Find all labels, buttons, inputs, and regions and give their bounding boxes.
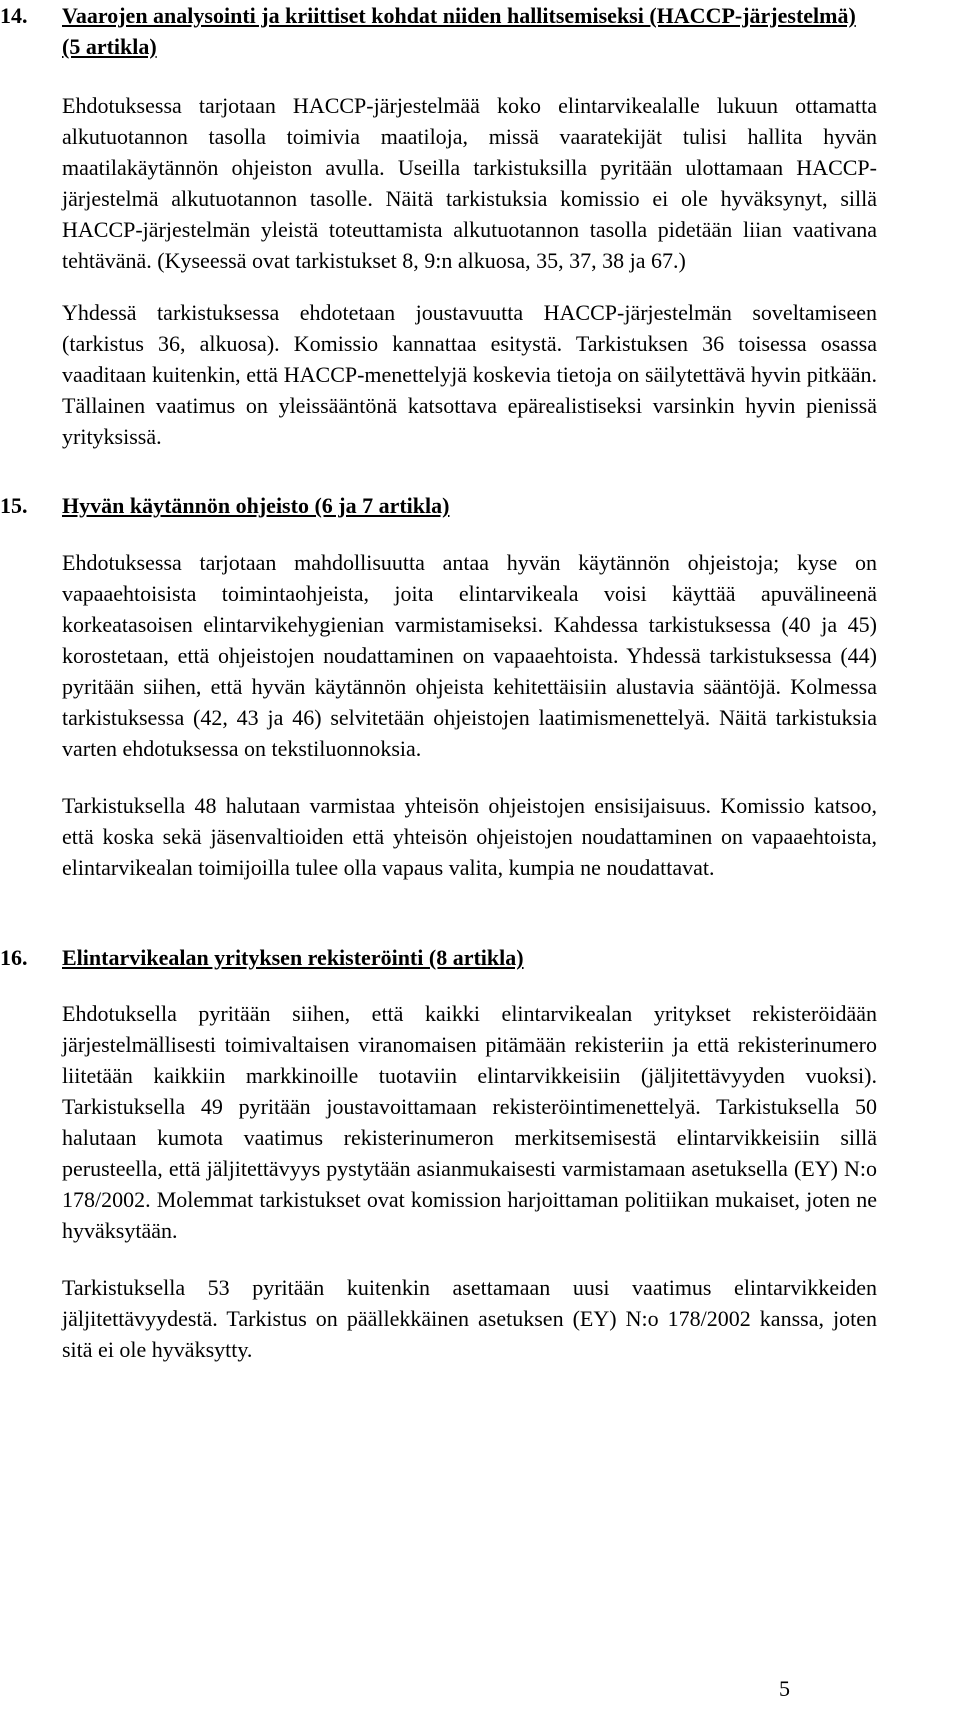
section-title: Elintarvikealan yrityksen rekisteröinti (8 artikla): [62, 945, 524, 970]
section-number: 16.: [0, 945, 28, 970]
section-number: 15.: [0, 493, 28, 518]
section-heading: [0, 942, 877, 973]
section-title: Hyvän käytännön ohjeisto (6 ja 7 artikla): [62, 493, 450, 518]
paragraph: Yhdessä tarkistuksessa ehdotetaan joustavuutta HACCP-järjestelmän soveltamiseen (tarkistus 36, alkuosa). Komissio kannattaa esitystä. Tarkistuksen 36 toisessa osassa vaaditaan kuitenkin, että HACCP-menettelyjä koskevia tietoja on säilytettävä hyvin pitkään. Tällainen vaatimus on yleissääntönä katsottava epärealistiseksi varsinkin hyvin pienissä yrityksissä.: [62, 300, 877, 449]
section-15: [0, 490, 877, 883]
section-16: [0, 942, 877, 1365]
paragraph: Tarkistuksella 48 halutaan varmistaa yhteisön ohjeistojen ensisijaisuus. Komissio katsoo, että koska sekä jäsenvaltioiden että yhteisön ohjeistojen noudattaminen on vapaaehtoista, elintarvikealan toimijoilla tulee olla vapaus valita, kumpia ne noudattavat.: [62, 793, 877, 880]
paragraph: Ehdotuksella pyritään siihen, että kaikki elintarvikealan yritykset rekisteröidään järjestelmällisesti toimivaltaisen viranomaisen pitämään rekisteriin ja että rekisterinumero liitetään kaikkiin markkinoille tuotaviin elintarvikkeisiin (jäljitettävyyden vuoksi). Tarkistuksella 49 pyritään joustavoittamaan rekisteröintimenettelyä. Tarkistuksella 50 halutaan kumota vaatimus rekisterinumeron merkitsemisestä elintarvikkeisiin sillä perusteella, että jäljitettävyys pystytään asianmukaisesti varmistamaan asetuksella (EY) N:o 178/2002. Molemmat tarkistukset ovat komission harjoittaman politiikan mukaiset, joten ne hyväksytään.: [62, 1001, 877, 1243]
section-heading: [0, 0, 877, 62]
paragraph: Tarkistuksella 53 pyritään kuitenkin asettamaan uusi vaatimus elintarvikkeiden jäljitettävyydestä. Tarkistus on päällekkäinen asetuksen (EY) N:o 178/2002 kanssa, joten sitä ei ole hyväksytty.: [62, 1275, 877, 1362]
paragraph: Ehdotuksessa tarjotaan mahdollisuutta antaa hyvän käytännön ohjeistoja; kyse on vapaaehtoisista toimintaohjeista, joita elintarvikeala voisi käyttää apuvälineenä korkeatasoisen elintarvikehygienian varmistamiseksi. Kahdessa tarkistuksessa (40 ja 45) korostetaan, että ohjeistojen noudattaminen on vapaaehtoista. Yhdessä tarkistuksessa (44) pyritään siihen, että hyvän käytännön ohjeista kehitettäisiin alustavia sääntöjä. Kolmessa tarkistuksessa (42, 43 ja 46) selvitetään ohjeistojen laatimismenettelyä. Näitä tarkistuksia varten ehdotuksessa on tekstiluonnoksia.: [62, 550, 877, 761]
paragraph: Ehdotuksessa tarjotaan HACCP-järjestelmää koko elintarvikealalle lukuun ottamatta alkutuotannon tasolla toimivia maatiloja, missä vaaratekijät tulisi hallita hyvän maatilakäytännön ohjeiston avulla. Useilla tarkistuksilla pyritään ulottamaan HACCP-järjestelmä alkutuotannon tasolle. Näitä tarkistuksia komissio ei ole hyväksynyt, sillä HACCP-järjestelmän yleistä toteuttamista alkutuotannon tasolla pidetään liian vaativana tehtävänä. (Kyseessä ovat tarkistukset 8, 9:n alkuosa, 35, 37, 38 ja 67.): [62, 93, 877, 273]
section-title: Vaarojen analysointi ja kriittiset kohdat niiden hallitsemiseksi (HACCP-järjestelmä) (5 artikla): [62, 3, 856, 59]
section-heading: [0, 490, 877, 521]
page-number: 5: [779, 1676, 790, 1701]
section-14: [0, 0, 877, 452]
section-number: 14.: [0, 3, 28, 28]
